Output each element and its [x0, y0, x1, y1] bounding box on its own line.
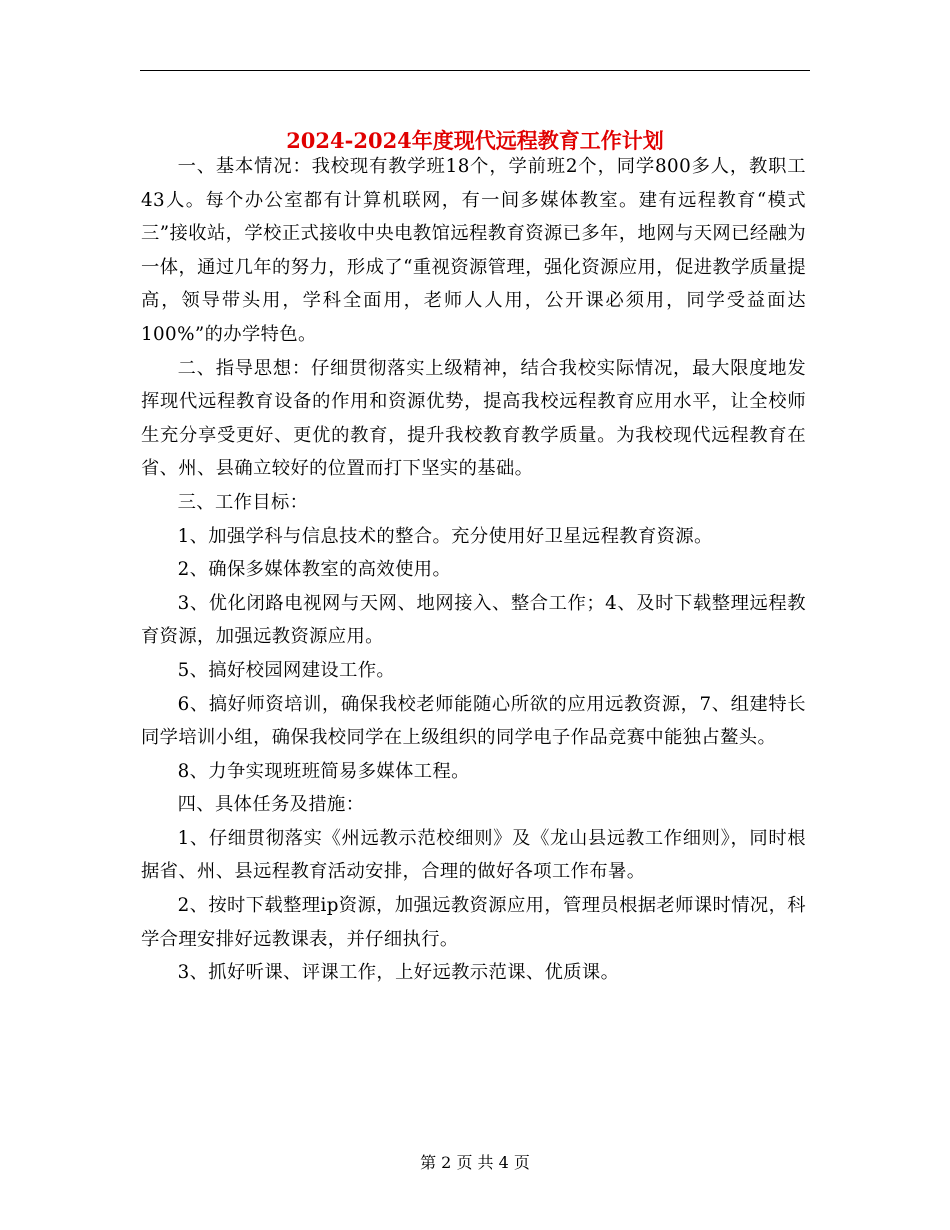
- heading-tasks-measures: 四、具体任务及措施：: [177, 794, 365, 816]
- goal-item-2: 2、确保多媒体教室的高效使用。: [177, 559, 452, 581]
- document-body: [141, 150, 806, 990]
- goal-item-8: 8、力争实现班班简易多媒体工程。: [177, 760, 470, 782]
- paragraph-basic-situation: 一、基本情况：我校现有教学班18个，学前班2个，同学800多人，教职工43人。每个办公室都有计算机联网，有一间多媒体教室。建有远程教育“模式三”接收站，学校正式接收中央电教馆远程教育资源已多年，地网与天网已经融为一体，通过几年的努力，形成了“重视资源管理，强化资源应用，促进教学质量提高，领导带头用，学科全面用，老师人人用，公开课必须用，同学受益面达100%”的办学特色。: [141, 156, 806, 345]
- goal-item-6-7: 6、搞好师资培训，确保我校老师能随心所欲的应用远教资源，7、组建特长同学培训小组，确保我校同学在上级组织的同学电子作品竞赛中能独占鳌头。: [141, 693, 806, 749]
- goal-item-5: 5、搞好校园网建设工作。: [177, 659, 396, 681]
- heading-work-goals: 三、工作目标：: [177, 491, 309, 513]
- header-rule: [140, 70, 810, 71]
- paragraph-guiding-ideology: 二、指导思想：仔细贯彻落实上级精神，结合我校实际情况，最大限度地发挥现代远程教育设备的作用和资源优势，提高我校远程教育应用水平，让全校师生充分享受更好、更优的教育，提升我校教育教学质量。为我校现代远程教育在省、州、县确立较好的位置而打下坚实的基础。: [141, 357, 806, 480]
- document-title: 2024-2024年度现代远程教育工作计划: [286, 128, 664, 154]
- task-item-1: 1、仔细贯彻落实《州远教示范校细则》及《龙山县远教工作细则》，同时根据省、州、县远程教育活动安排，合理的做好各项工作布暑。: [141, 827, 806, 883]
- goal-item-3-4: 3、优化闭路电视网与天网、地网接入、整合工作；4、及时下载整理远程教育资源，加强远教资源应用。: [141, 592, 806, 648]
- goal-item-1: 1、加强学科与信息技术的整合。充分使用好卫星远程教育资源。: [177, 525, 713, 547]
- task-item-2: 2、按时下载整理ip资源，加强远教资源应用，管理员根据老师课时情况，科学合理安排好远教课表，并仔细执行。: [141, 895, 806, 950]
- task-item-3: 3、抓好听课、评课工作，上好远教示范课、优质课。: [177, 962, 620, 984]
- page-number-footer: 第 2 页 共 4 页: [420, 1153, 530, 1172]
